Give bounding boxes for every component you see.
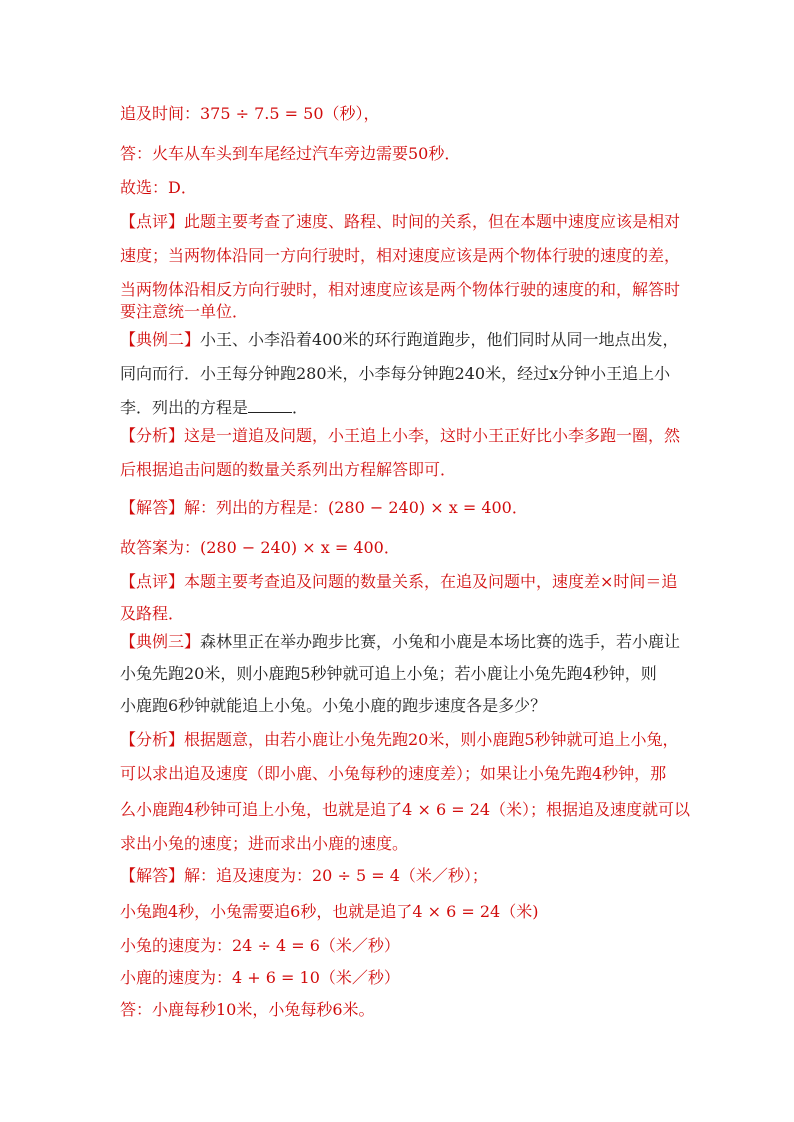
example-three-line-2: 小兔先跑20米，则小鹿跑5秒钟就可追上小兔；若小鹿让小兔先跑4秒钟，则 (120, 664, 657, 683)
example-three-label: 【典例三】 (120, 632, 201, 651)
analysis-two-line-1: 【分析】这是一道追及问题，小王追上小李，这时小王正好比小李多跑一圈，然 (120, 426, 681, 445)
solution-three-line-5: 答：小鹿每秒10米，小兔每秒6米。 (120, 1000, 375, 1019)
text-line-6: 当两物体沿相反方向行驶时，相对速度应该是两个物体行驶的速度的和，解答时 (120, 280, 681, 299)
analysis-three-line-3: 么小鹿跑4秒钟可追上小兔，也就是追了4 × 6 = 24（米）；根据追及速度就可以 (120, 800, 691, 819)
example-three-line-3: 小鹿跑6秒钟就能追上小兔。小兔小鹿的跑步速度各是多少？ (120, 696, 547, 715)
text-line-7: 要注意统一单位． (120, 302, 249, 321)
text-line-4: 【点评】此题主要考查了速度、路程、时间的关系，但在本题中速度应该是相对 (120, 212, 681, 231)
analysis-two-line-2: 后根据追击问题的数量关系列出方程解答即可． (120, 460, 457, 479)
solution-three-line-3: 小兔的速度为：24 ÷ 4 = 6（米／秒） (120, 936, 400, 955)
solution-three-line-4: 小鹿的速度为：4 + 6 = 10（米／秒） (120, 968, 400, 987)
text-line-3: 故选：D． (120, 178, 197, 197)
example-two-line-3: 李．列出的方程是 ． (120, 398, 309, 417)
analysis-three-line-4: 求出小兔的速度；进而求出小鹿的速度。 (120, 834, 409, 853)
solution-two-line-1: 【解答】解：列出的方程是：(280 − 240) × x = 400． (120, 498, 528, 517)
solution-three-line-2: 小兔跑4秒，小兔需要追6秒，也就是追了4 × 6 = 24（米) (120, 902, 539, 921)
text-line-2: 答：火车从车头到车尾经过汽车旁边需要50秒． (120, 144, 461, 163)
example-three-line-1: 【典例三】森林里正在举办跑步比赛，小兔和小鹿是本场比赛的选手，若小鹿让 (120, 632, 681, 651)
example-two-line-1: 【典例二】小王、小李沿着400米的环行跑道跑步，他们同时从同一地点出发， (120, 330, 679, 349)
comment-two-line-1: 【点评】本题主要考查追及问题的数量关系，在追及问题中，速度差×时间＝追 (120, 572, 678, 591)
text-line-1: 追及时间：375 ÷ 7.5 = 50（秒）， (120, 104, 380, 123)
example-two-label: 【典例二】 (120, 330, 201, 349)
analysis-three-line-1: 【分析】根据题意，由若小鹿让小兔先跑20米，则小鹿跑5秒钟就可追上小兔， (120, 730, 679, 749)
solution-three-line-1: 【解答】解：追及速度为：20 ÷ 5 = 4（米／秒）； (120, 866, 488, 885)
text-line-5: 速度；当两物体沿同一方向行驶时，相对速度应该是两个物体行驶的速度的差， (120, 246, 681, 265)
answer-blank (248, 398, 292, 413)
example-two-line-2: 同向而行．小王每分钟跑280米，小李每分钟跑240米，经过x分钟小王追上小 (120, 364, 671, 383)
analysis-three-line-2: 可以求出追及速度（即小鹿、小兔每秒的速度差）；如果让小兔先跑4秒钟，那 (120, 764, 667, 783)
solution-two-line-2: 故答案为：(280 − 240) × x = 400． (120, 538, 400, 557)
comment-two-line-2: 及路程． (120, 604, 185, 623)
